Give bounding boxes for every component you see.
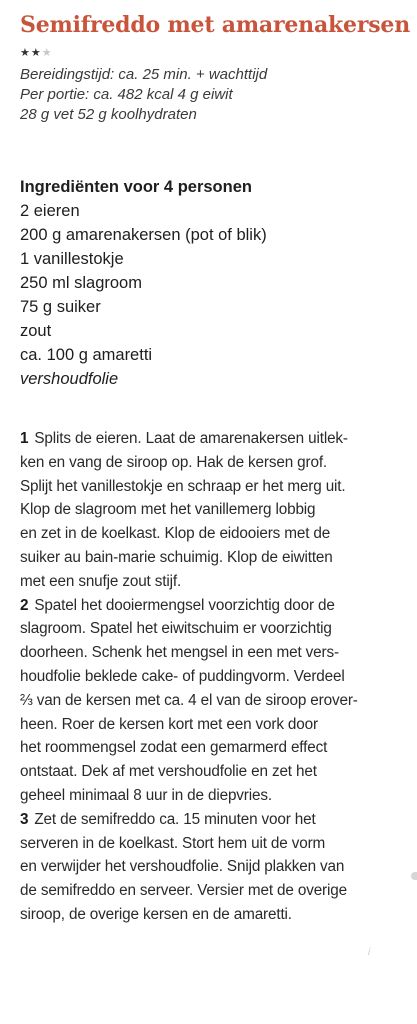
step-line	[20, 808, 358, 832]
step-number: 1	[20, 430, 29, 447]
step-text: heen. Roer de kersen kort met een vork door	[20, 715, 318, 733]
ingredient-item: vershoudfolie	[20, 370, 119, 388]
step-number: 2	[20, 596, 29, 614]
step-text: het roommengsel zodat een gemarmerd effect	[20, 739, 328, 757]
ingredient-item: 250 ml slagroom	[20, 274, 142, 292]
prep-time: Bereidingstijd: ca. 25 min. + wachttijd	[20, 66, 268, 83]
preparation-steps	[20, 427, 358, 927]
step-text: Zet de semifreddo ca. 15 minuten voor het	[34, 810, 316, 828]
step-text: ken en vang de siroop op. Hak de kersen grof.	[20, 453, 328, 471]
step-text: houdfolie beklede cake- of puddingvorm. Verdeel	[20, 667, 345, 685]
step-line	[20, 736, 358, 760]
step-line	[20, 713, 358, 737]
step-line	[20, 498, 358, 522]
step-line	[20, 617, 358, 641]
ingredient-item: 2 eieren	[20, 202, 80, 220]
step-text: Splits de eieren. Laat de amarenakersen uitlek-	[34, 430, 348, 447]
step-line	[20, 689, 358, 713]
page-edge-mark	[411, 872, 417, 880]
ingredient-item: zout	[20, 322, 52, 340]
step-text: Spatel het dooiermengsel voorzichtig door de	[34, 596, 335, 614]
step-text: en zet in de koelkast. Klop de eidooiers met de	[20, 525, 331, 543]
step-line	[20, 879, 358, 903]
ingredient-item: 75 g suiker	[20, 298, 101, 316]
ingredients-section	[20, 175, 267, 391]
star-empty-icon: ★	[41, 47, 53, 59]
scan-speck: ⅰ	[367, 947, 370, 958]
step-line	[20, 451, 358, 475]
ingredients-heading: Ingrediënten voor 4 personen	[20, 178, 252, 196]
step-text: siroop, de overige kersen en de amaretti.	[20, 905, 292, 923]
recipe-meta	[20, 65, 267, 125]
step-line	[20, 855, 358, 879]
step-line	[20, 546, 358, 570]
step-text: Splijt het vanillestokje en schraap er het merg uit.	[20, 477, 346, 495]
step-text: met een snufje zout stijf.	[20, 572, 182, 590]
difficulty-rating	[20, 47, 53, 59]
recipe-title: Semifreddo met amarenakersen	[20, 12, 411, 38]
step-text: serveren in de koelkast. Stort hem uit de vorm	[20, 834, 326, 852]
step-line	[20, 594, 358, 618]
step-line	[20, 570, 358, 594]
step-text: Klop de slagroom met het vanillemerg lobbig	[20, 501, 316, 519]
step-text: geheel minimaal 8 uur in de diepvries.	[20, 786, 272, 804]
star-filled-icon: ★	[20, 47, 31, 59]
step-text: ⅔ van de kersen met ca. 4 el van de siroop erover-	[20, 691, 358, 709]
step-text: suiker au bain-marie schuimig. Klop de eiwitten	[20, 548, 333, 566]
step-line	[20, 475, 358, 499]
step-line	[20, 784, 358, 808]
ingredient-item: 1 vanillestokje	[20, 250, 124, 268]
step-text: de semifreddo en serveer. Versier met de overige	[20, 882, 347, 900]
step-line	[20, 903, 358, 927]
ingredient-item: 200 g amarenakersen (pot of blik)	[20, 226, 267, 244]
star-filled-icon: ★	[30, 47, 42, 59]
step-text: ontstaat. Dek af met vershoudfolie en zet het	[20, 763, 317, 781]
step-line	[20, 665, 358, 689]
step-text: slagroom. Spatel het eiwitschuim er voorzichtig	[20, 620, 332, 638]
ingredient-item: ca. 100 g amaretti	[20, 346, 153, 364]
nutrition-line-1: Per portie: ca. 482 kcal 4 g eiwit	[20, 86, 233, 103]
nutrition-line-2: 28 g vet 52 g koolhydraten	[20, 106, 197, 123]
step-line	[20, 427, 358, 451]
step-line	[20, 760, 358, 784]
step-number: 3	[20, 810, 29, 828]
step-line	[20, 832, 358, 856]
step-text: doorheen. Schenk het mengsel in een met vers-	[20, 644, 339, 662]
step-line	[20, 522, 358, 546]
step-text: en verwijder het vershoudfolie. Snijd plakken van	[20, 858, 345, 876]
step-line	[20, 641, 358, 665]
